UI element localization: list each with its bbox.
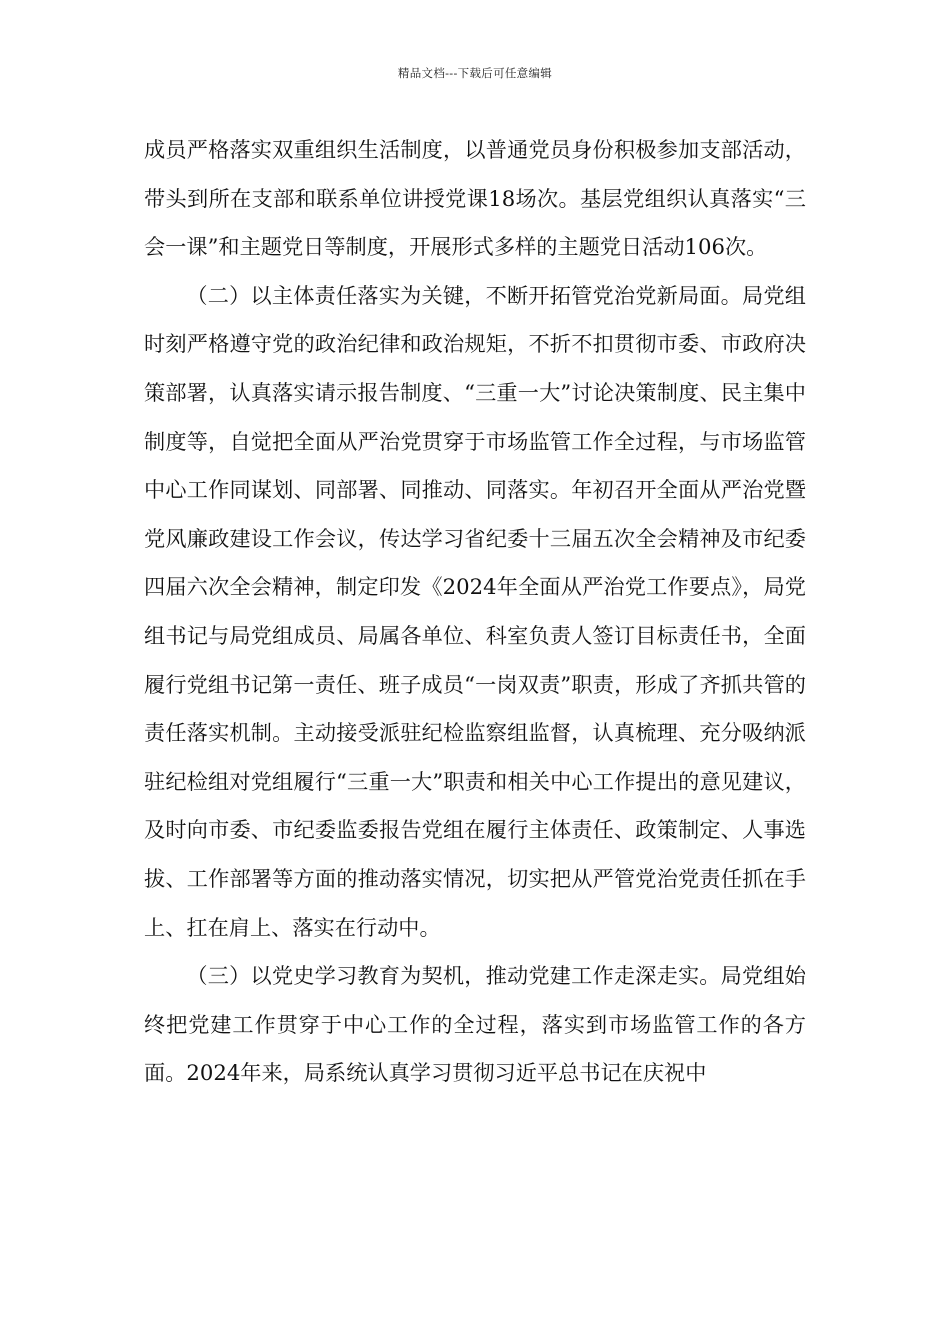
paragraph-section-three: （三）以党史学习教育为契机，推动党建工作走深走实。局党组始终把党建工作贯穿于中心工作的全过程，落实到市场监管工作的各方面。2024年来，局系统认真学习贯彻习近平总书记在庆祝中 <box>144 963 806 1086</box>
page-header: 精品文档---下载后可任意编辑 <box>397 66 553 80</box>
document-body <box>144 126 806 1098</box>
paragraph-section-two: （二）以主体责任落实为关键，不断开拓管党治党新局面。局党组时刻严格遵守党的政治纪律和政治规矩，不折不扣贯彻市委、市政府决策部署，认真落实请示报告制度、“三重一大”讨论决策制度、民主集中制度等，自觉把全面从严治党贯穿于市场监管工作全过程，与市场监管中心工作同谋划、同部署、同推动、同落实。年初召开全面从严治党暨党风廉政建设工作会议，传达学习省纪委十三届五次全会精神及市纪委四届六次全会精神，制定印发《2024年全面从严治党工作要点》，局党组书记与局党组成员、局属各单位、科室负责人签订目标责任书，全面履行党组书记第一责任、班子成员“一岗双责”职责，形成了齐抓共管的责任落实机制。主动接受派驻纪检监察组监督，认真梳理、充分吸纳派驻纪检组对党组履行“三重一大”职责和相关中心工作提出的意见建议，及时向市委、市纪委监委报告党组在履行主体责任、政策制定、人事选拔、工作部署等方面的推动落实情况，切实把从严管党治党责任抓在手上、扛在肩上、落实在行动中。 <box>144 282 806 940</box>
paragraph-continuation: 成员严格落实双重组织生活制度，以普通党员身份积极参加支部活动，带头到所在支部和联系单位讲授党课18场次。基层党组织认真落实“三会一课”和主题党日等制度，开展形式多样的主题党日活动106次。 <box>144 137 806 260</box>
